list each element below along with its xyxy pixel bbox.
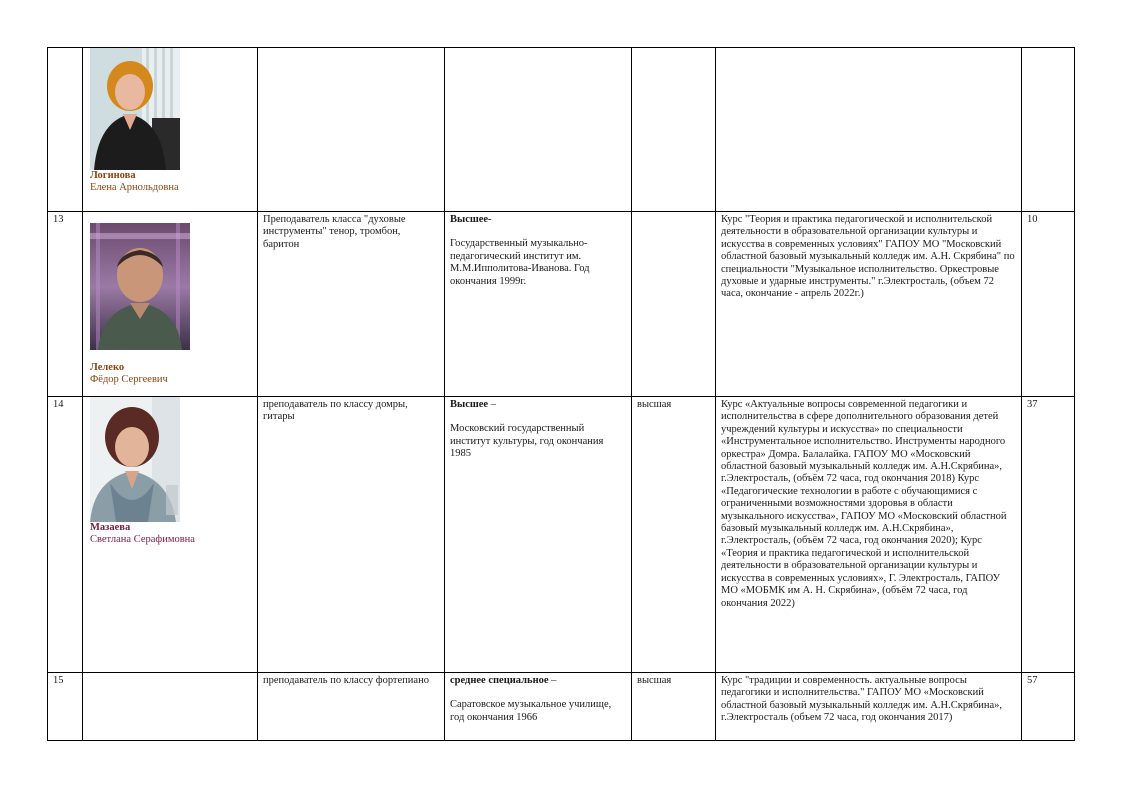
- education-cell: [445, 397, 632, 673]
- education-level: Высшее: [450, 399, 489, 410]
- table-row: [48, 212, 1075, 397]
- position-cell: [258, 212, 445, 397]
- teacher-surname: Логинова: [90, 170, 136, 181]
- courses-cell: [716, 397, 1022, 673]
- education-detail: Саратовское музыкальное училище, год окончания 1966: [450, 699, 612, 723]
- courses-text: Курс "традиции и современность. актуальные вопросы педагогики и исполнительства." ГАПОУ МО «Московский областной базовый музыкальный колледж им. А.Н.Скрябина», г.Электросталь (объем 72 часа, год окончания 2017): [721, 675, 1003, 724]
- row-number: 13: [53, 214, 64, 225]
- teacher-cell: [83, 212, 258, 397]
- education-dash: –: [548, 675, 557, 686]
- staff-table: [47, 47, 1075, 741]
- position-text: преподаватель по классу домры, гитары: [263, 399, 408, 423]
- teacher-cell: [83, 673, 258, 741]
- education-detail: Государственный музыкально-педагогический институт им. М.М.Ипполитова-Иванова. Год окончания 1999г.: [450, 238, 590, 287]
- position-cell: [258, 673, 445, 741]
- row-number-cell: [48, 212, 83, 397]
- education-cell: [445, 212, 632, 397]
- row-number-cell: [48, 673, 83, 741]
- category-cell: [632, 397, 716, 673]
- position-text: Преподаватель класса "духовые инструменты" тенор, тромбон, баритон: [263, 214, 406, 250]
- teacher-given-name: Фёдор Сергеевич: [90, 374, 168, 386]
- education-cell: [445, 673, 632, 741]
- education-level: Высшее-: [450, 214, 492, 225]
- teacher-surname: Лелеко: [90, 362, 125, 373]
- teacher-surname: Мазаева: [90, 522, 131, 533]
- experience-cell: [1022, 397, 1075, 673]
- position-cell: [258, 48, 445, 212]
- row-number: 15: [53, 675, 64, 686]
- table-row: [48, 48, 1075, 212]
- row-number-cell: [48, 48, 83, 212]
- teacher-photo: [90, 223, 190, 350]
- category-text: высшая: [637, 399, 672, 410]
- teacher-given-name: Елена Арнольдовна: [90, 182, 179, 194]
- category-text: высшая: [637, 675, 672, 686]
- position-text: преподаватель по классу фортепиано: [263, 675, 429, 686]
- courses-cell: [716, 673, 1022, 741]
- education-cell: [445, 48, 632, 212]
- category-cell: [632, 48, 716, 212]
- table-row: [48, 397, 1075, 673]
- category-cell: [632, 212, 716, 397]
- category-cell: [632, 673, 716, 741]
- courses-cell: [716, 212, 1022, 397]
- experience-cell: [1022, 212, 1075, 397]
- experience-cell: [1022, 673, 1075, 741]
- table-row: [48, 673, 1075, 741]
- courses-cell: [716, 48, 1022, 212]
- teacher-given-name: Светлана Серафимовна: [90, 534, 195, 546]
- courses-text: Курс «Актуальные вопросы современной педагогики и исполнительства в сфере дополнительного образования детей учреждений культуры и искусства» по специальности «Инструментальное исполнительство. Инструменты народного оркестра» Домра. Балалайка. ГАПОУ МО «Московский областной базовый музыкальный колледж им. А.Н.Скрябина», г.Электросталь, (объём 72 часа, год окончания 2018) Курс «Педагогические технологии в работе с обучающимися с ограниченными возможностями здоровья в области музыкального искусства», ГАПОУ МО «Московский областной базовый музыкальный колледж им. А.Н.Скрябина», г.Электросталь, (объём 72 часа, год окончания 2020); Курс «Теория и практика педагогической и исполнительской деятельности в образовательной организации культуры и искусства в современных условиях», Г. Электросталь, ГАПОУ МО «МОБМК им А. Н. Скрябина», (объём 72 часа, год окончания 2022): [721, 399, 1007, 609]
- teacher-photo: [90, 397, 180, 522]
- education-detail: Московский государственный институт культуры, год окончания 1985: [450, 423, 604, 460]
- courses-text: Курс "Теория и практика педагогической и исполнительской деятельности в образовательной организации культуры и искусства в современных условиях" ГАПОУ МО "Московский областной базовый музыкальный колледж им. А.Н. Скрябина" по специальности "Музыкальное исполнительство. Оркестровые духовые и ударные инструменты." г.Электросталь, (объем 72 часа, окончание - апрель 2022г.): [721, 214, 1015, 300]
- experience-years: 37: [1027, 399, 1038, 410]
- teacher-cell: [83, 48, 258, 212]
- experience-cell: [1022, 48, 1075, 212]
- teacher-photo: [90, 48, 180, 170]
- experience-years: 57: [1027, 675, 1038, 686]
- teacher-cell: [83, 397, 258, 673]
- education-dash: –: [488, 399, 496, 410]
- education-level: среднее специальное: [450, 675, 549, 686]
- position-cell: [258, 397, 445, 673]
- row-number: 14: [53, 399, 64, 410]
- row-number-cell: [48, 397, 83, 673]
- experience-years: 10: [1027, 214, 1038, 225]
